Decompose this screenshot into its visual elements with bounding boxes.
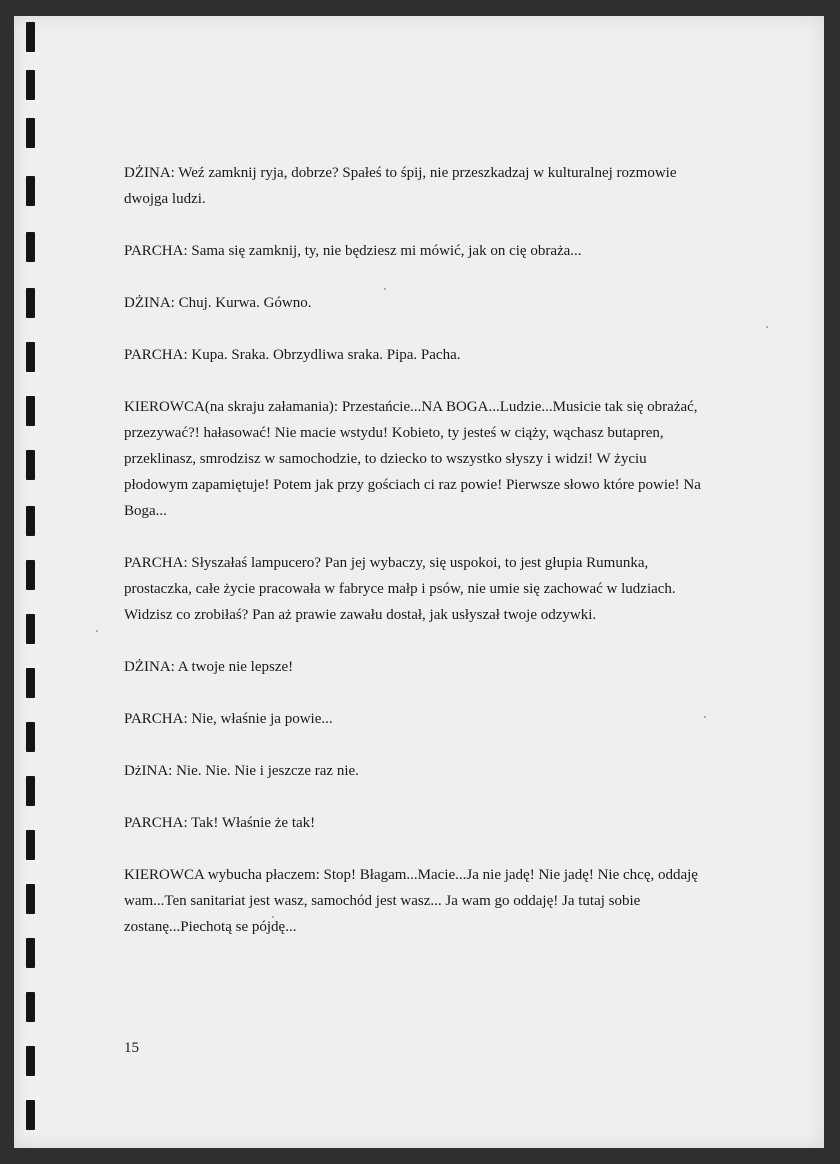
paper-speck (766, 326, 768, 328)
dialogue-line: DŻINA: Chuj. Kurwa. Gówno. (124, 295, 312, 311)
dialogue-line: PARCHA: Słyszałaś lampucero? Pan jej wybaczy, się uspokoi, to jest głupia Rumunka, prostaczka, całe życie pracowała w fabryce małp i psów, nie umie się zachować w ludziach. Widzisz co zrobiłaś? Pan aż prawie zawału dostał, jak usłyszał twoje odzywki. (124, 555, 676, 623)
binding-hole (26, 288, 35, 318)
dialogue-line: KIEROWCA(na skraju załamania): Przestańcie...NA BOGA...Ludzie...Musicie tak się obrażać, przezywać?! hałasować! Nie macie wstydu! Kobieto, ty jesteś w ciąży, wąchasz butapren, przeklinasz, smrodzisz w samochodzie, to dziecko to wszystko słyszy i widzi! W życiu płodowym zapamiętuje! Potem jak przy gościach ci raz powie! Pierwsze słowo które powie! Na Boga... (124, 399, 701, 519)
binding-hole (26, 396, 35, 426)
dialogue-line: PARCHA: Kupa. Sraka. Obrzydliwa sraka. Pipa. Pacha. (124, 347, 461, 363)
dialogue-line: PARCHA: Tak! Właśnie że tak! (124, 815, 316, 831)
dialogue-line: KIEROWCA wybucha płaczem: Stop! Błagam...Macie...Ja nie jadę! Nie jadę! Nie chcę, oddaję wam...Ten sanitariat jest wasz, samochód jest wasz... Ja wam go oddaję! Ja tutaj sobie zostanę...Piechotą se pójdę... (124, 867, 698, 935)
dialogue-text (124, 160, 714, 966)
binding-hole (26, 1046, 35, 1076)
spiral-binding (22, 0, 38, 1164)
binding-hole (26, 722, 35, 752)
binding-hole (26, 992, 35, 1022)
binding-hole (26, 884, 35, 914)
binding-hole (26, 614, 35, 644)
binding-hole (26, 70, 35, 100)
binding-hole (26, 938, 35, 968)
dialogue-line: DŻINA: A twoje nie lepsze! (124, 659, 294, 675)
page-number: 15 (124, 1040, 139, 1056)
binding-hole (26, 176, 35, 206)
binding-hole (26, 450, 35, 480)
binding-hole (26, 560, 35, 590)
dialogue-line: PARCHA: Sama się zamknij, ty, nie będziesz mi mówić, jak on cię obraża... (124, 243, 582, 259)
binding-hole (26, 232, 35, 262)
binding-hole (26, 22, 35, 52)
binding-hole (26, 668, 35, 698)
dialogue-line: DżINA: Nie. Nie. Nie i jeszcze raz nie. (124, 763, 359, 779)
binding-hole (26, 506, 35, 536)
binding-hole (26, 830, 35, 860)
binding-hole (26, 342, 35, 372)
binding-hole (26, 776, 35, 806)
dialogue-line: PARCHA: Nie, właśnie ja powie... (124, 711, 333, 727)
paper-speck (96, 630, 98, 632)
binding-hole (26, 118, 35, 148)
dialogue-line: DŻINA: Weź zamknij ryja, dobrze? Spałeś to śpij, nie przeszkadzaj w kulturalnej rozmowie dwojga ludzi. (124, 165, 677, 207)
binding-hole (26, 1100, 35, 1130)
